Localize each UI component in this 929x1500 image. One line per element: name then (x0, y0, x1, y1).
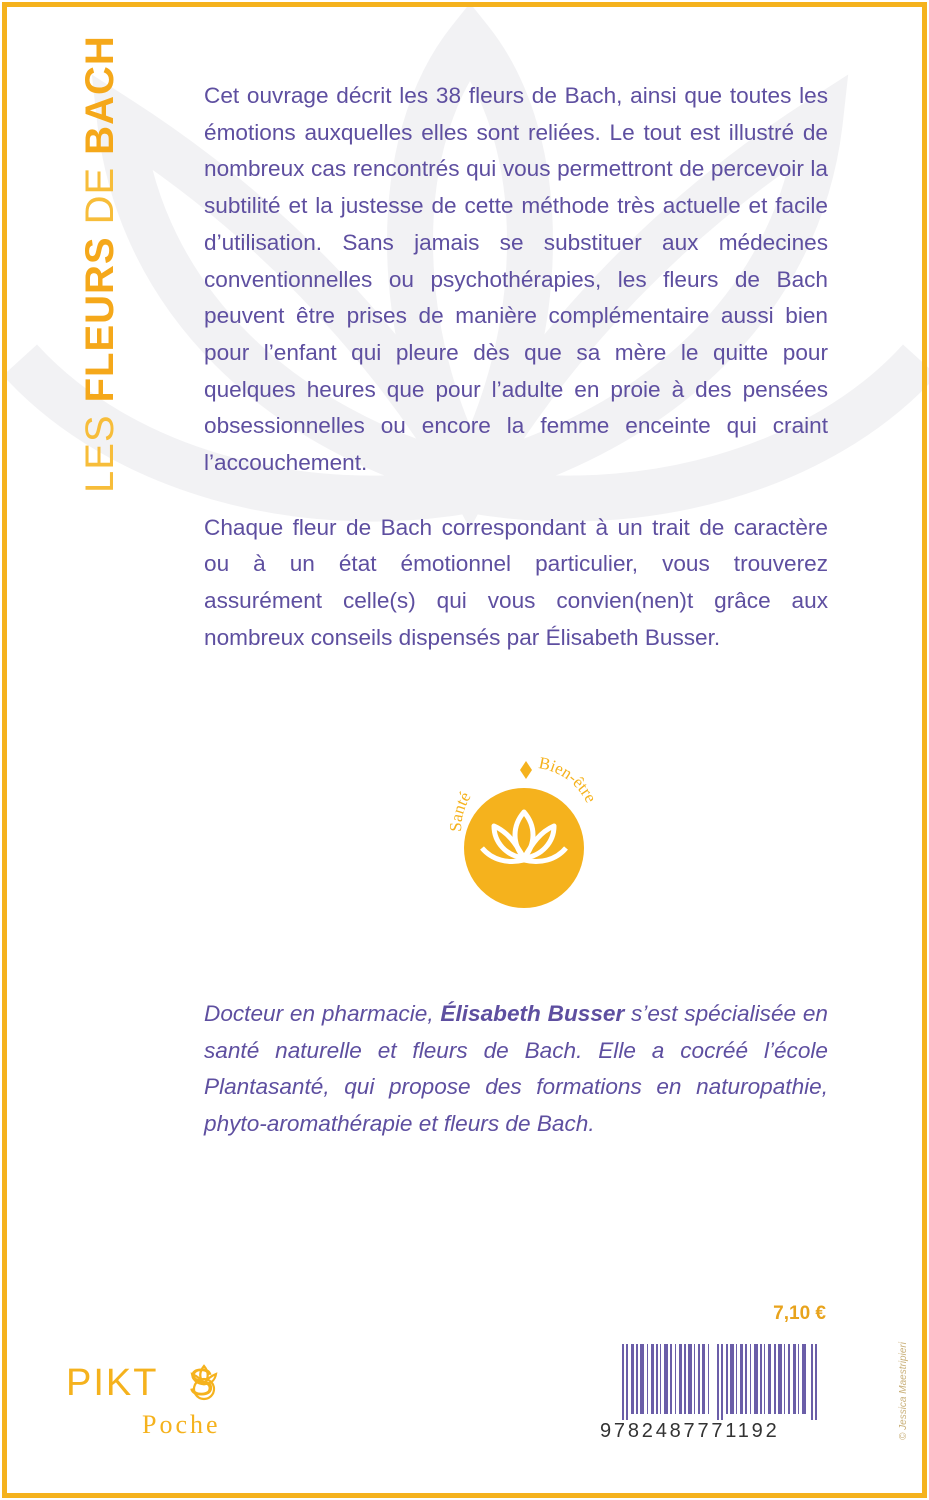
publisher-logo (66, 1362, 266, 1452)
blurb-paragraph-2: Chaque fleur de Bach correspondant à un trait de caractère ou à un état émotionnel particulier, vous trouverez assurément celle(s) qui vous convien(nen)t grâce aux nombreux conseils dispensés par Élisabeth Busser. (204, 514, 828, 650)
sante-bien-etre-badge (436, 740, 612, 916)
photo-credit: © Jessica Maestripieri (898, 1342, 909, 1440)
author-bio (204, 996, 828, 1142)
spine-title (55, 35, 145, 493)
barcode-bars (622, 1344, 822, 1420)
badge-text-sante: Santé (446, 788, 475, 833)
author-intro: Docteur en pharmacie, (204, 1001, 441, 1026)
spine-word-bach: BACH (77, 35, 122, 155)
wordmark-k: K (105, 1362, 134, 1404)
spine-word-les: LES (77, 414, 122, 493)
publisher-collection: Poche (142, 1410, 221, 1439)
author-bio-text: s’est spécialisée en santé naturelle et fleurs de Bach. Elle a cocréé l’école Plantasanté, qui propose des formations en naturopathie, phyto-aromathérapie et fleurs de Bach. (204, 1001, 828, 1136)
spine-word-de: DE (77, 166, 122, 225)
wordmark-s: S (188, 1362, 216, 1404)
badge-text-bien-etre: Bien-être (537, 753, 601, 806)
diamond-icon (520, 761, 532, 779)
wordmark-t: T (133, 1362, 159, 1404)
barcode-bar-group (622, 1344, 817, 1420)
blurb-paragraph-1: Cet ouvrage décrit les 38 fleurs de Bach, ainsi que toutes les émotions auxquelles elles sont reliées. Le tout est illustré de nombreux cas rencontrés qui vous permettront de percevoir la subtilité et la justesse de cette méthode très actuelle et facile d’utilisation. Sans jamais se substituer aux médecines conventionnelles ou psychothérapies, les fleurs de Bach peuvent être prises de manière complémentaire aussi bien pour l’enfant qui pleure dès que sa mère le quitte pour quelques heures que pour l’adulte en proie à des pensées obsessionnelles ou encore la femme enceinte qui craint l’accouchement. (204, 83, 828, 476)
barcode-digits: 9782487771192 (600, 1420, 780, 1442)
price-label: 7,10 € (773, 1303, 826, 1324)
isbn-barcode (600, 1340, 825, 1443)
book-blurb (204, 78, 828, 657)
wordmark-pi: PI (66, 1362, 106, 1404)
author-name: Élisabeth Busser (440, 1001, 625, 1026)
spine-word-fleurs: FLEURS (77, 236, 122, 403)
publisher-lotus-icon (188, 1362, 220, 1402)
